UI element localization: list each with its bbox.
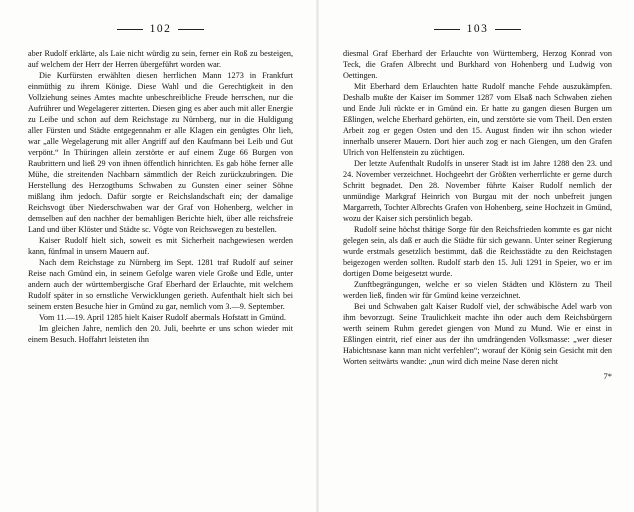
header-rule-left bbox=[434, 29, 460, 30]
paragraph: Vom 11.—19. April 1285 hielt Kaiser Rudolf abermals Hofstatt in Gmünd. bbox=[39, 313, 286, 322]
paragraph: Nach dem Reichstage zu Nürnberg im Sept. 1281 traf Rudolf auf seiner Reise nach Gmünd ein, in seinem Gefolge waren viele Große und Edle, unter andern auch der württembergische Graf Eberhard der Erlauchte, mit welchem Rudolf später in so ernstliche Verwicklungen gerieth. Aufenthalt hielt sich bei seinem ersten Besuche hier in Gmünd zu gar, nemlich vom 3.—9. September. bbox=[28, 258, 293, 311]
page-right bbox=[317, 0, 634, 512]
paragraph: Die Kurfürsten erwählten diesen herrlichen Mann 1273 in Frankfurt einmüthig zu ihrem Könige. Diese Wahl und die Gerechtigkeit in den Vollziehung seines Amtes machte unbeschreibliche Freude herrschen, nur die Aufrührer und Wegelagerer zitterten. Diesen ging es aber auch mit aller Energie zu Leibe und schon auf dem Reichstage zu Nürnberg, nur in die Huldigung aller Fürsten und Städte entgegennahm er alle Klagen ein genügtes Ohr lieh, war „alle Wegelagerung mit aller Angriff auf den Kaufmann bei Leib und Gut verpönt.“ In Thüringen allein zerstörte er auf einem Zuge 66 Burgen von Raubrittern und ließ 29 von ihnen öffentlich hinrichten. Es gab höhe ferner alle Mühe, die streitenden Nachbarn sämmtlich der Reich zurückzubringen. Die Herstellung des Herzogthums Schwaben zu Gunsten einer seiner Söhne mißlang ihm jedoch. Dafür sorgte er Reichslandschaft ein; der damalige Reichsvogt über Niederschwaben war der Graf von Hohenberg, welcher in demselben auf den nachher der bemahligen Berichte hielt, über alle reichsfreie Land und über Klöster und Städte sc. Vögte von Reichswegen zu bestellen. bbox=[28, 71, 293, 234]
paragraph: Der letzte Aufenthalt Rudolfs in unserer Stadt ist im Jahre 1288 den 23. und 24. November verzeichnet. Hochgeehrt der Größten verherrlichte er gerne durch Schritt begnadet. Den 28. November führte Kaiser Rudolf nemlich der unmündige Markgraf Heinrich von Burgau mit der noch unbefreit jungen Margarreth, Tochter Albrechts Grafen von Hohenberg, seine Hochzeit in Gmünd, wozu der Kaiser sich persönlich begab. bbox=[343, 159, 612, 223]
text-column-right bbox=[343, 48, 612, 381]
paragraph: aber Rudolf erklärte, als Laie nicht würdig zu sein, ferner ein Roß zu besteigen, auf welchem der Herr der Herren übergeführt worden war. bbox=[28, 49, 293, 69]
page-header-left bbox=[28, 18, 293, 40]
paragraph: Mit Eberhard dem Erlauchten hatte Rudolf manche Fehde auszukämpfen. Deshalb mußte der Kaiser im Sommer 1287 vom Elsaß nach Schwaben ziehen und Ende Juli rückte er in Gmünd ein. Er hatte zu gangen diesen Burgen um Eßlingen, welche Eberhard gehörten, ein, und zerstörte sie vom Theil. Den ersten Arbeit zog er gegen Osten und den 15. August finden wir ihn schon wieder innerhalb unserer Mauern. Dort hier auch zog er nach Giengen, um den Grafen Ulrich von Helfenstein zu züchtigen. bbox=[343, 82, 612, 157]
paragraph: diesmal Graf Eberhard der Erlauchte von Württemberg, Herzog Konrad von Teck, die Grafen Albrecht und Burkhard von Hohenberg und Ludwig von Oettingen. bbox=[343, 49, 612, 80]
signature-mark: 7* bbox=[603, 371, 612, 381]
paragraph: Rudolf seine höchst thätige Sorge für den Reichsfrieden kommte es gar nicht gelegen sein, als daß er auch die Städte für sich gewann. Unter seiner Regierung wurde erstmals gesetzlich bestimmt, daß die Reichsstädte zu den Reichstagen beigezogen werden sollten. Rudolf starb den 15. Juli 1291 in Speier, wo er im dortigen Dome beigesetzt wurde. bbox=[343, 225, 612, 278]
header-rule-right bbox=[178, 29, 204, 30]
header-rule-left bbox=[117, 29, 143, 30]
text-column-left bbox=[28, 48, 293, 345]
folio-number-left: 102 bbox=[149, 23, 172, 35]
paragraph: Im gleichen Jahre, nemlich den 20. Juli, beehrte er uns schon wieder mit einem Besuch. Hoffahrt leisteten ihn bbox=[28, 324, 293, 344]
header-rule-right bbox=[495, 29, 521, 30]
paragraph: Bei und Schwaben galt Kaiser Rudolf viel, der schwäbische Adel warb von ihm bevorzugt. Seine Traulichkeit machte ihn oder auch dem Reichsbürgern werth seinem Ruhm geredet giengen von Mund zu Mund. Wie er einst in Eßlingen eintrit, rief einer aus der ihn umdrängenden Volksmasse: „wer dieser Habichtsnase kann man nicht verfehlen“; worauf der König sein Gesicht mit den Worten seitwärts wandte: „nun wird dich meine Nase deren nicht bbox=[343, 302, 612, 366]
paragraph: Zunftbegrängungen, welche er so vielen Städten und Klöstern zu Theil werden ließ, finden wir für Gmünd keine verzeichnet. bbox=[343, 280, 612, 300]
folio-number-right: 103 bbox=[466, 23, 489, 35]
paragraph: Kaiser Rudolf hielt sich, soweit es mit Sicherheit nachgewiesen werden kann, fünfmal in unsern Mauern auf. bbox=[28, 236, 293, 256]
page-header-right bbox=[343, 18, 612, 40]
